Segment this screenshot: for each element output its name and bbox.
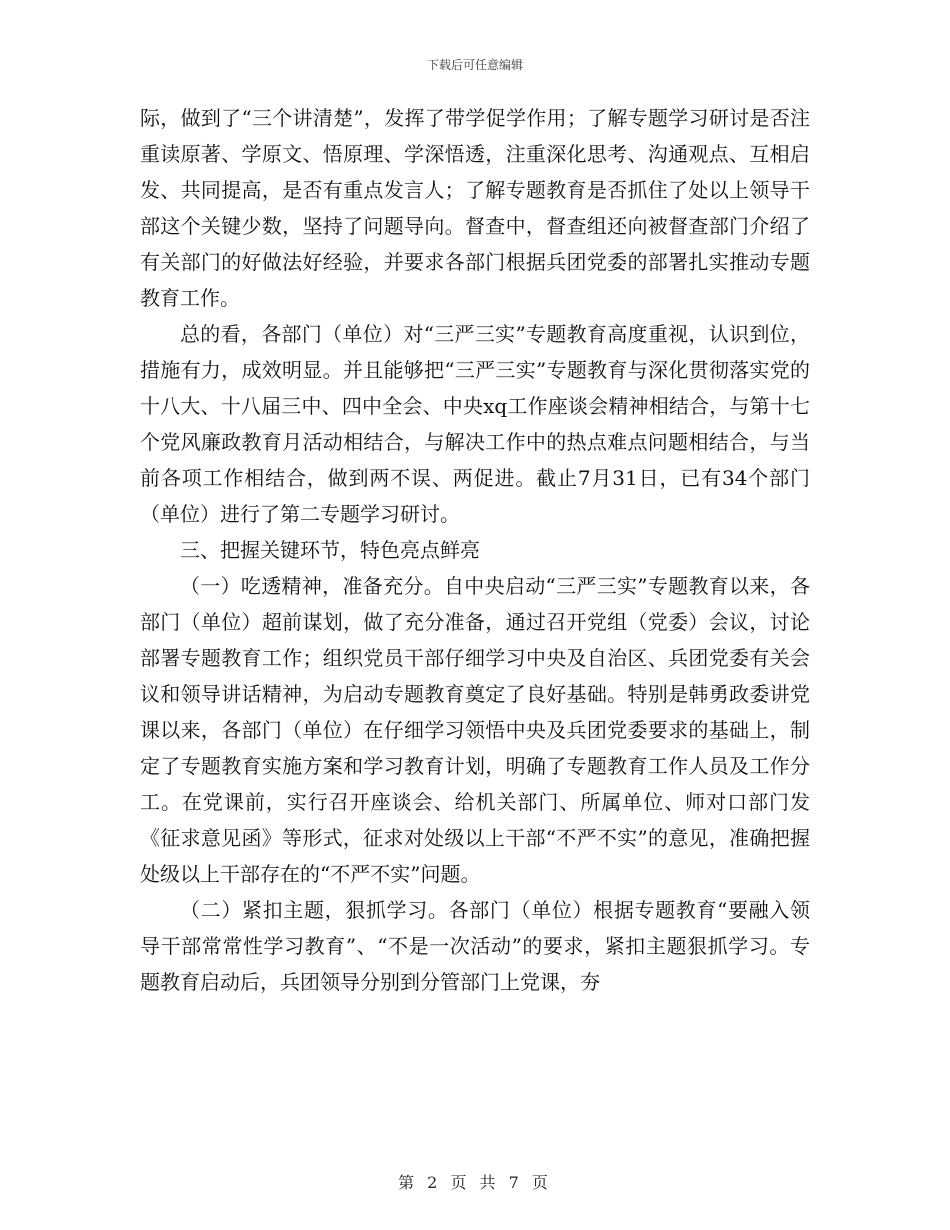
page-header: 下载后可任意编辑 [426,58,523,72]
document-body [140,100,810,1000]
paragraph-2: 总的看，各部门（单位）对“三严三实”专题教育高度重视，认识到位，措施有力，成效明显。并且能够把“三严三实”专题教育与深化贯彻落实党的十八大、十八届三中、四中全会、中央xq工作座谈会精神相结合，与第十七个党风廉政教育月活动相结合，与解决工作中的热点难点问题相结合，与当前各项工作相结合，做到两不误、两促进。截止7月31日，已有34个部门（单位）进行了第二专题学习研讨。 [140,322,810,526]
section-heading: 三、把握关键环节，特色亮点鲜亮 [180,538,480,562]
paragraph-4: （二）紧扣主题，狠抓学习。各部门（单位）根据专题教育“要融入领导干部常常性学习教育”、“不是一次活动”的要求，紧扣主题狠抓学习。专题教育启动后，兵团领导分别到分管部门上党课，夯 [140,898,810,994]
paragraph-3: （一）吃透精神，准备充分。自中央启动“三严三实”专题教育以来，各部门（单位）超前谋划，做了充分准备，通过召开党组（党委）会议，讨论部署专题教育工作；组织党员干部仔细学习中央及自治区、兵团党委有关会议和领导讲话精神，为启动专题教育奠定了良好基础。特别是韩勇政委讲党课以来，各部门（单位）在仔细学习领悟中央及兵团党委要求的基础上，制定了专题教育实施方案和学习教育计划，明确了专题教育工作人员及工作分工。在党课前，实行召开座谈会、给机关部门、所属单位、师对口部门发《征求意见函》等形式，征求对处级以上干部“不严不实”的意见，准确把握处级以上干部存在的“不严不实”问题。 [140,574,810,886]
paragraph-1: 际，做到了“三个讲清楚”，发挥了带学促学作用；了解专题学习研讨是否注重读原著、学原文、悟原理、学深悟透，注重深化思考、沟通观点、互相启发、共同提高，是否有重点发言人；了解专题教育是否抓住了处以上领导干部这个关键少数，坚持了问题导向。督查中，督查组还向被督查部门介绍了有关部门的好做法好经验，并要求各部门根据兵团党委的部署扎实推动专题教育工作。 [140,106,810,310]
page-number: 第 2 页 共 7 页 [398,1173,552,1192]
